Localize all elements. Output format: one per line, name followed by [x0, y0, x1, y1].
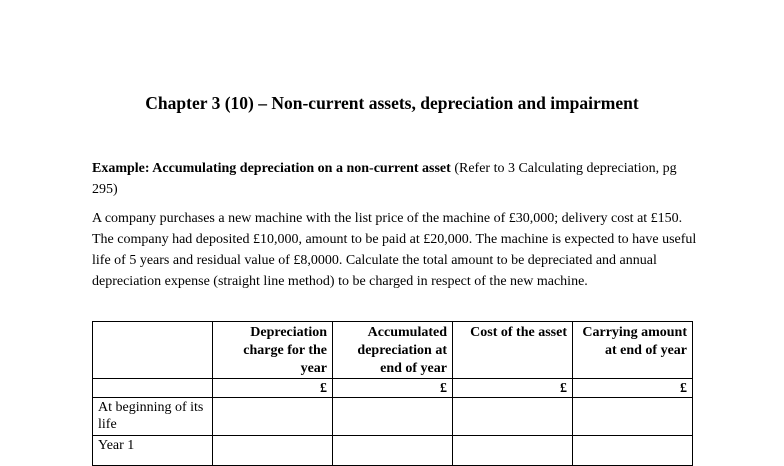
- unit-cell: £: [453, 379, 573, 398]
- unit-cell: £: [213, 379, 333, 398]
- table-row: [93, 436, 693, 466]
- table-header-row: [93, 322, 693, 379]
- table-cell: [333, 398, 453, 436]
- table-units-row: [93, 379, 693, 398]
- header-depreciation-charge: Depreciation charge for the year: [213, 322, 333, 379]
- table-row: [93, 398, 693, 436]
- unit-cell: £: [333, 379, 453, 398]
- header-accumulated-depreciation: Accumulated depreciation at end of year: [333, 322, 453, 379]
- example-reference: (Refer to 3 Calculating depreciation, pg 295): [92, 161, 677, 197]
- table-cell: [213, 398, 333, 436]
- page-title: Chapter 3 (10) – Non-current assets, depreciation and impairment: [145, 93, 639, 113]
- unit-cell: £: [573, 379, 693, 398]
- header-carrying-amount: Carrying amount at end of year: [573, 322, 693, 379]
- header-cost-of-asset: Cost of the asset: [453, 322, 573, 379]
- problem-statement: A company purchases a new machine with the list price of the machine of £30,000; delivery cost at £150. The company had deposited £10,000, amount to be paid at £20,000. The machine is expected to have useful life of 5 years and residual value of £8,0000. Calculate the total amount to be depreciated and annual depreciation expense (straight line method) to be charged in respect of the new machine.: [92, 211, 697, 289]
- unit-cell: [93, 379, 213, 398]
- row-label: Year 1: [93, 436, 213, 466]
- table-cell: [213, 436, 333, 466]
- table-cell: [333, 436, 453, 466]
- header-blank: [93, 322, 213, 379]
- table-cell: [573, 398, 693, 436]
- table-cell: [573, 436, 693, 466]
- table-cell: [453, 398, 573, 436]
- example-heading: Example: Accumulating depreciation on a non-current asset: [92, 161, 451, 176]
- depreciation-table: [92, 321, 693, 466]
- example-paragraph: [92, 158, 700, 200]
- table-cell: [453, 436, 573, 466]
- row-label: At beginning of its life: [93, 398, 213, 436]
